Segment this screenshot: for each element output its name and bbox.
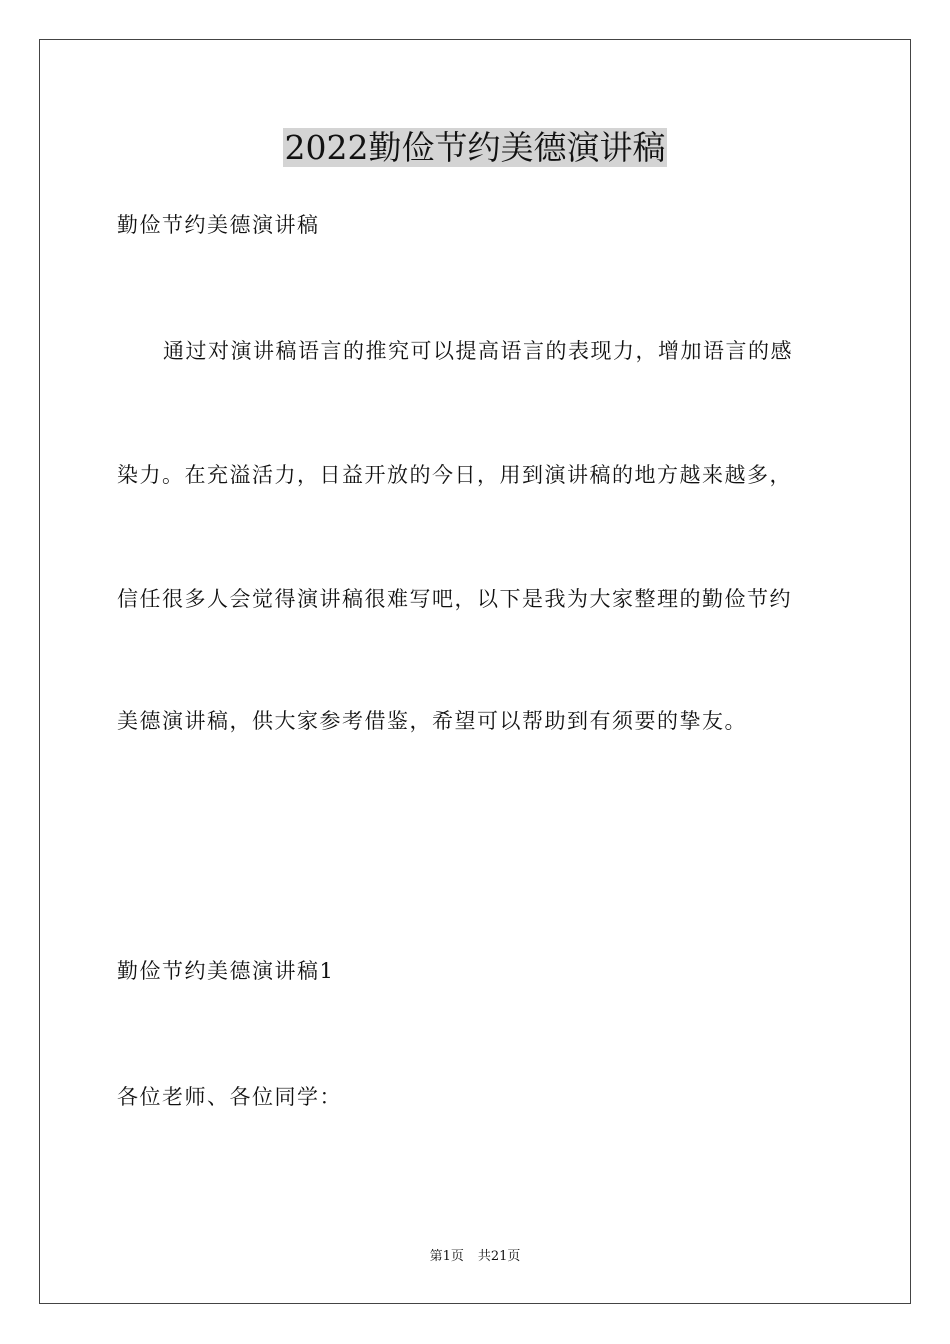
page-total: 共21页: [477, 1249, 521, 1264]
document-subtitle: 勤俭节约美德演讲稿: [117, 213, 320, 237]
salutation: 各位老师、各位同学：: [117, 1085, 342, 1109]
document-title-text: 2022勤俭节约美德演讲稿: [284, 128, 666, 167]
document-title: [0, 126, 950, 170]
page-footer: [0, 1248, 950, 1266]
page-number: 第1页: [429, 1249, 464, 1264]
section-heading: 勤俭节约美德演讲稿1: [117, 959, 335, 983]
intro-line-3: 信任很多人会觉得演讲稿很难写吧，以下是我为大家整理的勤俭节约: [117, 587, 792, 611]
intro-line-2: 染力。在充溢活力，日益开放的今日，用到演讲稿的地方越来越多，: [117, 463, 792, 487]
intro-line-1: 通过对演讲稿语言的推究可以提高语言的表现力，增加语言的感: [163, 339, 793, 363]
intro-line-4: 美德演讲稿，供大家参考借鉴，希望可以帮助到有须要的挚友。: [117, 709, 747, 733]
